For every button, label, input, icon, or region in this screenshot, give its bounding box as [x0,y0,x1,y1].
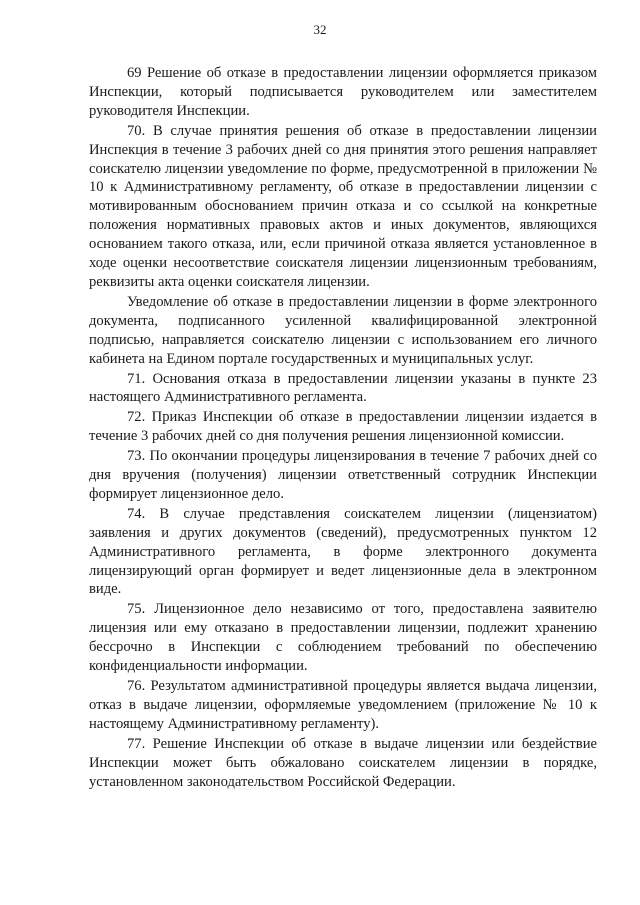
paragraph-73: 73. По окончании процедуры лицензирования в течение 7 рабочих дней со дня вручения (получения) лицензии ответственный сотрудник Инспекции формирует лицензионное дело. [89,448,597,502]
paragraph-76: 76. Результатом административной процедуры является выдача лицензии, отказ в выдаче лицензии, оформляемые уведомлением (приложение № 10 к настоящему Административному регламенту). [89,678,597,732]
paragraph-74: 74. В случае представления соискателем лицензии (лицензиатом) заявления и других документов (сведений), предусмотренных пунктом 12 Административного регламента, в форме электронного документа лицензирующий орган формирует и ведет лицензионные дела в электронном виде. [89,505,597,598]
paragraph-70: 70. В случае принятия решения об отказе в предоставлении лицензии Инспекция в течение 3 рабочих дней со дня принятия этого решения направляет соискателю лицензии уведомление по форме, предусмотренной в приложении № 10 к Административному регламенту, об отказе в предоставлении лицензии с мотивированным обоснованием причин отказа и со ссылкой на конкретные положения нормативных правовых актов и иных документов, являющихся основанием такого отказа, или, если причиной отказа является установленное в ходе оценки несоответствие соискателя лицензии лицензионным требованиям, реквизиты акта оценки соискателя лицензии. [89,122,597,290]
paragraph-72: 72. Приказ Инспекции об отказе в предоставлении лицензии издается в течение 3 рабочих дней со дня получения решения лицензионной комиссии. [89,409,597,445]
paragraph-70-notice: Уведомление об отказе в предоставлении лицензии в форме электронного документа, подписанного усиленной квалифицированной электронной подписью, направляется соискателю лицензии с использованием его личного кабинета на Едином портале государственных и муниципальных услуг. [89,293,597,367]
document-body [89,64,597,792]
paragraph-69: 69 Решение об отказе в предоставлении лицензии оформляется приказом Инспекции, который подписывается руководителем или заместителем руководителя Инспекции. [89,65,597,119]
paragraph-71: 71. Основания отказа в предоставлении лицензии указаны в пункте 23 настоящего Административного регламента. [89,370,597,406]
paragraph-77: 77. Решение Инспекции об отказе в выдаче лицензии или бездействие Инспекции может быть обжаловано соискателем лицензии в порядке, установленном законодательством Российской Федерации. [89,735,597,790]
paragraph-75: 75. Лицензионное дело независимо от того, предоставлена заявителю лицензия или ему отказано в предоставлении лицензии, подлежит хранению бессрочно в Инспекции с соблюдением требований по обеспечению конфиденциальности информации. [89,601,597,675]
page-number: 32 [313,22,327,37]
